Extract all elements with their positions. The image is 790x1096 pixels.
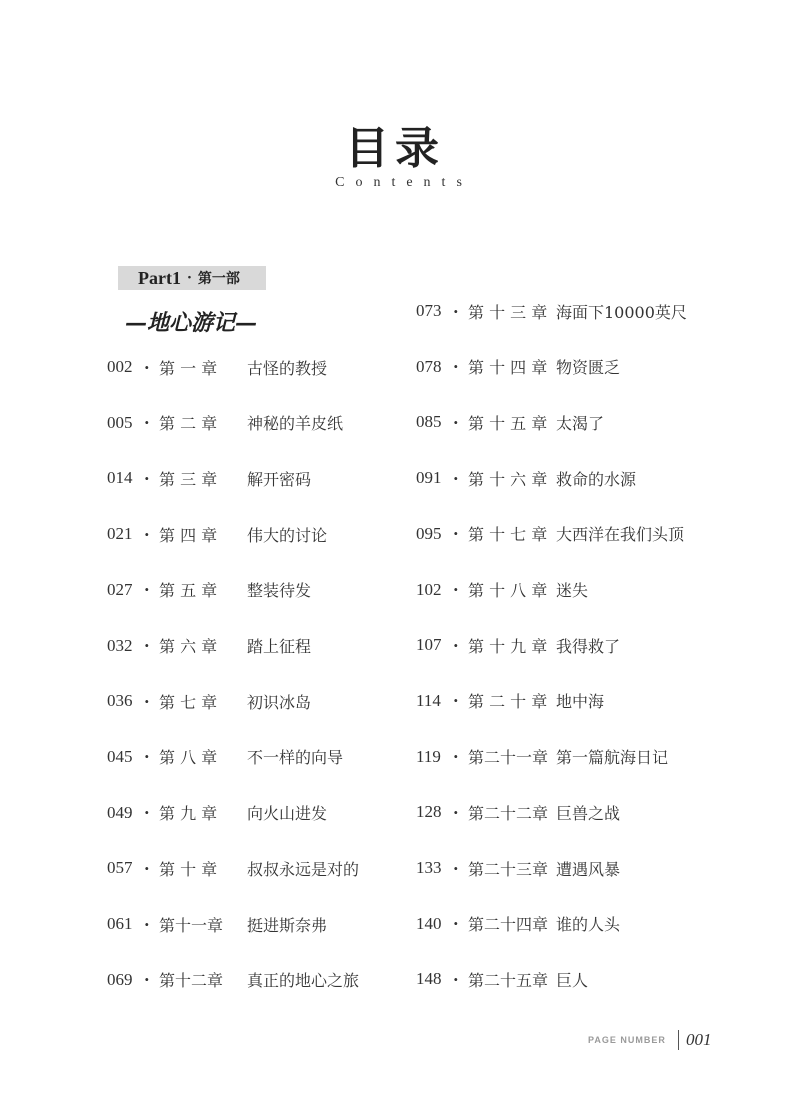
toc-entry-chapter: 第 一 章 <box>159 358 218 378</box>
toc-entry-title: 地中海 <box>556 692 605 712</box>
toc-entry-bullet: · <box>453 468 459 488</box>
page-number-divider <box>678 1030 679 1050</box>
toc-entry-chapter: 第 十 七 章 <box>468 525 548 545</box>
part-label-cn: 第一部 <box>197 271 240 287</box>
toc-entry-bullet: · <box>453 858 459 878</box>
toc-entry-chapter: 第 十 九 章 <box>468 636 548 656</box>
part-separator: · <box>186 270 192 286</box>
toc-entry-bullet: · <box>144 747 150 767</box>
toc-entry-bullet: · <box>453 301 459 321</box>
toc-entry-title: 巨人 <box>556 970 589 990</box>
toc-entry-title: 我得救了 <box>556 636 621 656</box>
toc-entry-chapter: 第 二 十 章 <box>468 692 548 712</box>
toc-entry-chapter: 第 十 三 章 <box>468 302 548 322</box>
toc-entry[interactable] <box>107 742 343 772</box>
toc-entry-bullet: · <box>453 969 459 989</box>
toc-entry-title: 叔叔永远是对的 <box>247 859 360 879</box>
toc-entry-page: 002 <box>107 357 133 376</box>
page-subtitle: Contents <box>335 175 473 190</box>
toc-entry-bullet: · <box>144 858 150 878</box>
part-label <box>118 266 266 290</box>
toc-entry-bullet: · <box>144 914 150 934</box>
toc-entry-chapter: 第二十三章 <box>468 859 549 879</box>
toc-entry-title: 初识冰岛 <box>247 692 312 712</box>
toc-entry-title: 海面下10000英尺 <box>556 302 687 322</box>
toc-entry-title: 谁的人头 <box>556 915 621 935</box>
toc-entry-page: 073 <box>416 301 442 320</box>
toc-entry[interactable] <box>107 965 359 995</box>
toc-entry-title: 挺进斯奈弗 <box>247 915 328 935</box>
toc-entry[interactable] <box>416 742 668 772</box>
toc-entry[interactable] <box>107 575 311 605</box>
toc-entry[interactable] <box>416 686 604 716</box>
toc-entry-chapter: 第二十一章 <box>468 748 549 768</box>
toc-entry-bullet: · <box>453 580 459 599</box>
toc-entry-bullet: · <box>453 524 459 544</box>
toc-entry-chapter: 第二十四章 <box>468 915 549 935</box>
toc-entry-page: 032 <box>107 635 133 655</box>
toc-entry-bullet: · <box>453 412 459 432</box>
toc-entry[interactable] <box>416 575 588 605</box>
page-title: 目录 <box>345 123 445 174</box>
toc-entry-page: 036 <box>107 691 133 711</box>
toc-entry-chapter: 第 六 章 <box>159 637 218 656</box>
toc-entry-page: 091 <box>416 468 442 488</box>
toc-entry-page: 078 <box>416 356 442 376</box>
toc-entry[interactable] <box>107 463 311 493</box>
toc-entry[interactable] <box>107 909 327 939</box>
toc-entry[interactable] <box>107 798 327 828</box>
section-title: —地心游记— <box>125 310 258 336</box>
toc-entry-title: 整装待发 <box>247 581 312 601</box>
toc-entry-title: 物资匮乏 <box>556 358 621 378</box>
toc-entry-title: 向火山进发 <box>247 804 328 824</box>
toc-entry[interactable] <box>107 853 359 883</box>
toc-entry[interactable] <box>416 964 588 994</box>
toc-entry-title: 遭遇风暴 <box>556 859 621 879</box>
toc-entry-chapter: 第 十 章 <box>159 859 218 879</box>
toc-entry[interactable] <box>107 519 327 549</box>
toc-entry-title: 太渴了 <box>556 413 605 433</box>
toc-entry-bullet: · <box>144 970 150 990</box>
toc-entry[interactable] <box>416 407 604 437</box>
toc-entry-title: 真正的地心之旅 <box>247 971 360 991</box>
toc-entry-bullet: · <box>453 635 459 655</box>
toc-entry-bullet: · <box>453 357 459 377</box>
toc-entry-title: 巨兽之战 <box>556 803 621 823</box>
toc-entry-chapter: 第 二 章 <box>159 414 218 434</box>
toc-entry-chapter: 第 八 章 <box>159 748 218 768</box>
toc-entry[interactable] <box>416 519 684 549</box>
toc-entry-page: 133 <box>416 858 442 877</box>
toc-entry-chapter: 第 五 章 <box>159 581 218 601</box>
toc-entry-title: 踏上征程 <box>247 637 312 656</box>
part-label-en: Part1 <box>138 267 181 288</box>
toc-entry[interactable] <box>416 909 620 939</box>
toc-entry-chapter: 第 四 章 <box>159 525 218 545</box>
toc-entry-page: 069 <box>107 969 133 989</box>
toc-entry-chapter: 第 三 章 <box>159 469 218 489</box>
toc-entry[interactable] <box>107 352 327 382</box>
toc-entry-title: 大西洋在我们头顶 <box>556 525 685 545</box>
toc-entry-page: 045 <box>107 746 133 766</box>
toc-entry-page: 095 <box>416 523 442 543</box>
toc-entry-page: 128 <box>416 802 442 822</box>
toc-entry[interactable] <box>107 631 311 661</box>
toc-entry[interactable] <box>416 352 620 382</box>
toc-entry-page: 021 <box>107 524 133 544</box>
toc-entry-bullet: · <box>144 357 150 377</box>
toc-entry-title: 不一样的向导 <box>247 748 344 768</box>
toc-entry-chapter: 第 九 章 <box>159 804 218 824</box>
toc-entry-title: 第一篇航海日记 <box>556 748 669 768</box>
toc-entry[interactable] <box>416 630 620 660</box>
toc-entry-chapter: 第 七 章 <box>159 692 218 712</box>
toc-entry-chapter: 第 十 六 章 <box>468 469 548 489</box>
toc-entry-chapter: 第 十 四 章 <box>468 358 548 378</box>
toc-entry-chapter: 第十一章 <box>159 915 224 935</box>
toc-entry-page: 057 <box>107 858 133 878</box>
toc-entry-bullet: · <box>144 803 150 823</box>
toc-entry-title: 解开密码 <box>247 469 312 489</box>
toc-entry-page: 107 <box>416 635 442 655</box>
toc-entry-page: 114 <box>416 690 441 710</box>
toc-entry[interactable] <box>416 797 620 827</box>
toc-entry-title: 古怪的教授 <box>247 358 328 378</box>
toc-entry[interactable] <box>107 686 311 716</box>
toc-entry-bullet: · <box>144 691 150 711</box>
toc-entry-page: 119 <box>416 746 441 766</box>
toc-entry[interactable] <box>416 463 636 493</box>
toc-entry-chapter: 第二十二章 <box>468 803 549 823</box>
toc-entry-chapter: 第十二章 <box>159 971 224 991</box>
toc-entry-page: 102 <box>416 579 442 599</box>
toc-entry-page: 140 <box>416 913 442 933</box>
toc-entry-title: 伟大的讨论 <box>247 525 328 545</box>
toc-entry[interactable] <box>416 296 687 326</box>
toc-entry-page: 005 <box>107 412 133 432</box>
toc-entry-chapter: 第二十五章 <box>468 970 549 990</box>
toc-entry[interactable] <box>416 853 620 883</box>
toc-entry-title: 救命的水源 <box>556 469 637 489</box>
toc-entry-bullet: · <box>144 580 150 600</box>
toc-entry-page: 085 <box>416 412 442 432</box>
toc-entry-title: 神秘的羊皮纸 <box>247 414 344 434</box>
toc-entry-bullet: · <box>144 636 150 655</box>
toc-entry-page: 014 <box>107 468 133 488</box>
toc-entry-bullet: · <box>453 691 459 711</box>
toc-entry-page: 061 <box>107 914 133 933</box>
toc-entry-chapter: 第 十 五 章 <box>468 413 548 433</box>
toc-entry-page: 027 <box>107 579 133 599</box>
toc-entry-bullet: · <box>144 524 150 544</box>
toc-entry[interactable] <box>107 408 343 438</box>
toc-entry-bullet: · <box>144 468 150 488</box>
toc-entry-bullet: · <box>144 413 150 433</box>
toc-entry-page: 148 <box>416 969 442 989</box>
page-number: 001 <box>686 1030 712 1049</box>
toc-entry-title: 迷失 <box>556 581 589 600</box>
toc-entry-bullet: · <box>453 747 459 767</box>
page-number-label: PAGE NUMBER <box>588 1035 666 1045</box>
toc-entry-bullet: · <box>453 914 459 934</box>
toc-entry-chapter: 第 十 八 章 <box>468 581 548 600</box>
toc-entry-bullet: · <box>453 802 459 822</box>
toc-entry-page: 049 <box>107 802 133 822</box>
